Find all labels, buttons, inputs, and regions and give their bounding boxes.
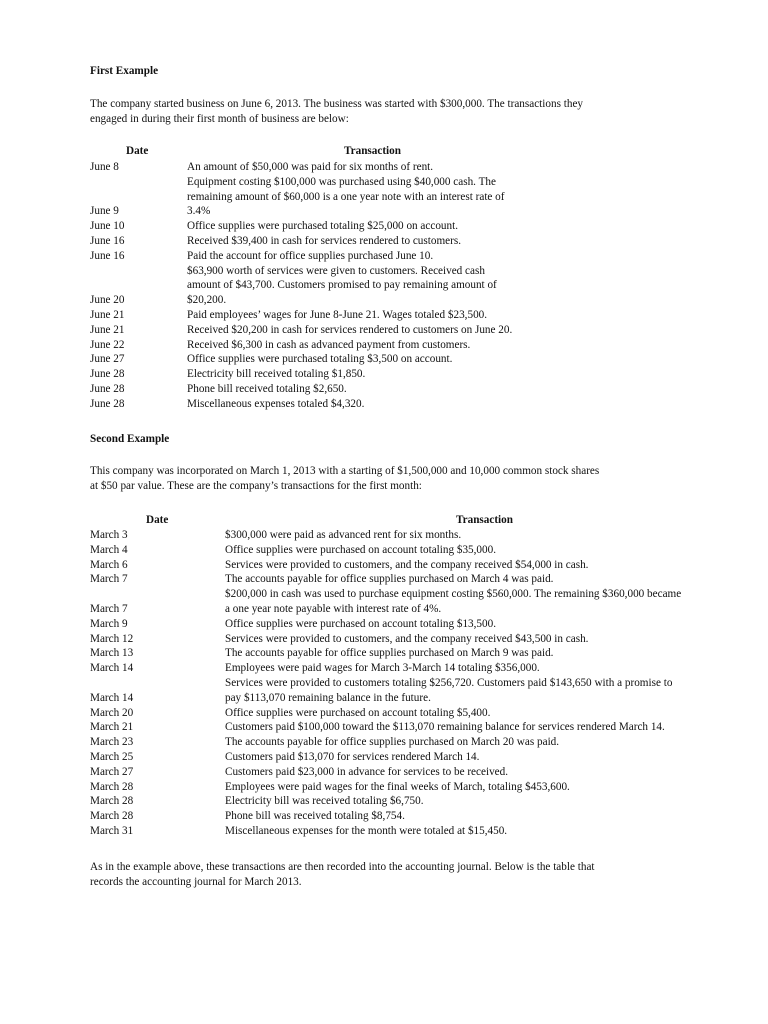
transaction-date: March 6 — [90, 558, 128, 571]
transaction-date: March 25 — [90, 750, 134, 763]
transaction-text: Services were provided to customers, and the company received $54,000 in cash. — [225, 558, 589, 571]
intro-line: at $50 par value. These are the company’s transactions for the first month: — [90, 479, 422, 492]
transaction-date: March 7 — [90, 573, 128, 586]
transaction-date: June 28 — [90, 368, 125, 381]
transaction-text: $300,000 were paid as advanced rent for six months. — [225, 529, 462, 541]
first-date-header: Date — [126, 145, 149, 157]
transaction-date: March 28 — [90, 780, 134, 793]
transaction-date: June 10 — [90, 220, 125, 233]
transaction-text: Office supplies were purchased on account totaling $5,400. — [225, 706, 491, 719]
transaction-date: June 21 — [90, 323, 125, 336]
second-example-outro — [90, 860, 710, 890]
intro-line: engaged in during their first month of business are below: — [90, 112, 349, 125]
transaction-text: Paid the account for office supplies purchased June 10. — [187, 249, 434, 262]
transaction-text: remaining amount of $60,000 is a one year note with an interest rate of — [187, 190, 505, 203]
transaction-date: March 12 — [90, 632, 134, 645]
transaction-date: March 23 — [90, 736, 134, 749]
transaction-text: Received $6,300 in cash as advanced payment from customers. — [187, 338, 471, 351]
transaction-text: Equipment costing $100,000 was purchased using $40,000 cash. The — [187, 175, 496, 188]
outro-line: As in the example above, these transactions are then recorded into the accounting journal. Below is the table that — [90, 861, 595, 873]
transaction-text: Customers paid $13,070 for services rendered March 14. — [225, 750, 480, 763]
transaction-text: Miscellaneous expenses for the month were totaled at $15,450. — [225, 824, 508, 837]
transaction-date: March 27 — [90, 765, 134, 778]
transaction-date: March 14 — [90, 691, 134, 704]
transaction-date: June 20 — [90, 294, 125, 307]
transaction-date: March 4 — [90, 543, 128, 556]
outro-line: records the accounting journal for March 2013. — [90, 875, 302, 888]
transaction-date: June 28 — [90, 397, 125, 410]
transaction-date: June 16 — [90, 234, 125, 247]
transaction-text: Received $20,200 in cash for services rendered to customers on June 20. — [187, 323, 513, 336]
first-transaction-header: Transaction — [344, 145, 401, 157]
transaction-date: March 20 — [90, 706, 134, 719]
intro-line: This company was incorporated on March 1, 2013 with a starting of $1,500,000 and 10,000 common stock shares — [90, 465, 600, 477]
transaction-date: June 21 — [90, 308, 125, 321]
transaction-date: March 7 — [90, 602, 128, 615]
transaction-text: $63,900 worth of services were given to customers. Received cash — [187, 264, 485, 277]
transaction-text: Employees were paid wages for the final weeks of March, totaling $453,600. — [225, 780, 570, 793]
second-date-header: Date — [146, 514, 169, 526]
transaction-text: Services were provided to customers, and the company received $43,500 in cash. — [225, 632, 589, 645]
transaction-date: June 28 — [90, 382, 125, 395]
transaction-text: Employees were paid wages for March 3-March 14 totaling $356,000. — [225, 662, 540, 675]
transaction-date: March 28 — [90, 795, 134, 808]
transaction-date: March 9 — [90, 617, 128, 630]
transaction-date: March 3 — [90, 529, 128, 541]
transaction-text: Services were provided to customers totaling $256,720. Customers paid $143,650 with a promise to — [225, 676, 673, 689]
first-example-intro — [90, 97, 710, 127]
transaction-text: Phone bill received totaling $2,650. — [187, 382, 347, 395]
transaction-text: amount of $43,700. Customers promised to pay remaining amount of — [187, 279, 497, 292]
transaction-text: Office supplies were purchased on account totaling $35,000. — [225, 543, 497, 556]
transaction-text: $200,000 in cash was used to purchase equipment costing $560,000. The remaining $360,000 became — [225, 588, 682, 601]
transaction-text: The accounts payable for office supplies purchased on March 9 was paid. — [225, 647, 554, 660]
second-transaction-header: Transaction — [456, 514, 513, 526]
transaction-text: pay $113,070 remaining balance in the future. — [225, 691, 431, 704]
transaction-text: The accounts payable for office supplies purchased on March 4 was paid. — [225, 573, 554, 586]
transaction-date: June 8 — [90, 161, 119, 173]
transaction-text: Office supplies were purchased on account totaling $13,500. — [225, 617, 497, 630]
transaction-date: March 14 — [90, 662, 134, 675]
transaction-text: Miscellaneous expenses totaled $4,320. — [187, 397, 365, 410]
transaction-text: Electricity bill was received totaling $6,750. — [225, 795, 424, 808]
transaction-date: June 22 — [90, 338, 125, 351]
transaction-date: June 27 — [90, 353, 125, 366]
transaction-text: Phone bill was received totaling $8,754. — [225, 810, 405, 823]
transaction-text: $20,200. — [187, 294, 227, 307]
transaction-text: Office supplies were purchased totaling $25,000 on account. — [187, 220, 459, 233]
transaction-date: March 28 — [90, 810, 134, 823]
transaction-text: a one year note payable with interest rate of 4%. — [225, 602, 442, 615]
transaction-text: Customers paid $23,000 in advance for services to be received. — [225, 765, 509, 778]
transaction-date: June 9 — [90, 205, 119, 218]
second-example-heading: Second Example — [90, 433, 170, 445]
first-example-heading: First Example — [90, 65, 159, 77]
transaction-text: Received $39,400 in cash for services rendered to customers. — [187, 234, 462, 247]
transaction-date: March 21 — [90, 721, 134, 734]
intro-line: The company started business on June 6, 2013. The business was started with $300,000. The transactions they — [90, 98, 583, 110]
transaction-date: March 13 — [90, 647, 134, 660]
transaction-text: The accounts payable for office supplies purchased on March 20 was paid. — [225, 736, 560, 749]
transaction-text: Customers paid $100,000 toward the $113,070 remaining balance for services rendered March 14. — [225, 721, 665, 734]
transaction-text: 3.4% — [187, 205, 211, 218]
transaction-date: March 31 — [90, 824, 134, 837]
transaction-text: An amount of $50,000 was paid for six months of rent. — [187, 161, 434, 173]
transaction-text: Paid employees’ wages for June 8-June 21. Wages totaled $23,500. — [187, 308, 488, 321]
transaction-text: Electricity bill received totaling $1,850. — [187, 368, 366, 381]
transaction-text: Office supplies were purchased totaling $3,500 on account. — [187, 353, 453, 366]
transaction-date: June 16 — [90, 249, 125, 262]
second-example-intro — [90, 464, 710, 494]
